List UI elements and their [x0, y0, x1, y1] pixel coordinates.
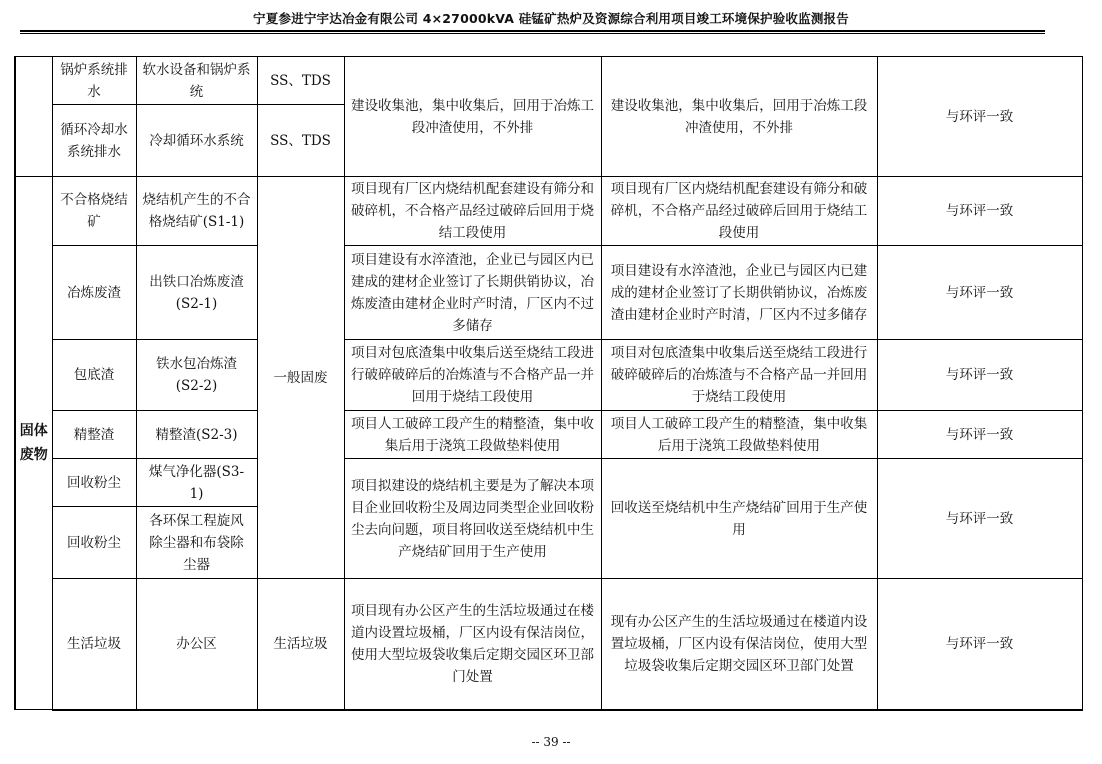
actual-measure: 建设收集池，集中收集后，回用于冶炼工段冲渣使用，不外排: [601, 57, 877, 177]
category-cell-water: [15, 57, 52, 177]
actual-measure: 项目建设有水淬渣池，企业已与园区内已建成的建材企业签订了长期供销协议，冶炼废渣由建材企业时产时清，厂区内不过多储存: [601, 246, 877, 340]
generation-source: 出铁口冶炼废渣(S2-1): [136, 246, 257, 340]
header-rule: [20, 30, 1045, 32]
conclusion: 与环评一致: [877, 459, 1082, 579]
pollution-source-name: 精整渣: [52, 411, 136, 459]
table-row: [15, 459, 1082, 507]
pollution-source-name: 冶炼废渣: [52, 246, 136, 340]
conclusion: 与环评一致: [877, 340, 1082, 411]
header-rule-thin: [20, 33, 1045, 34]
eia-measure: 项目拟建设的烧结机主要是为了解决本项目企业回收粉尘及周边同类型企业回收粉尘去向问题，项目将回收送至烧结机中生产烧结矿回用于生产使用: [344, 459, 601, 579]
waste-category: 一般固废: [257, 177, 344, 579]
generation-source: 煤气净化器(S3-1): [136, 459, 257, 507]
conclusion: 与环评一致: [877, 246, 1082, 340]
environmental-measures-table: [14, 56, 1083, 711]
generation-source: 办公区: [136, 579, 257, 710]
generation-source: 冷却循环水系统: [136, 105, 257, 177]
conclusion: 与环评一致: [877, 177, 1082, 246]
generation-source: 铁水包冶炼渣(S2-2): [136, 340, 257, 411]
eia-measure: 项目建设有水淬渣池，企业已与园区内已建成的建材企业签订了长期供销协议，冶炼废渣由建材企业时产时清，厂区内不过多储存: [344, 246, 601, 340]
table-row: [15, 411, 1082, 459]
table-row: [15, 340, 1082, 411]
generation-source: 精整渣(S2-3): [136, 411, 257, 459]
table-row: [15, 579, 1082, 710]
pollution-source-name: 不合格烧结矿: [52, 177, 136, 246]
pollutant-type: SS、TDS: [257, 105, 344, 177]
eia-measure: 建设收集池，集中收集后，回用于冶炼工段冲渣使用，不外排: [344, 57, 601, 177]
table-row: [15, 246, 1082, 340]
pollution-source-name: 锅炉系统排水: [52, 57, 136, 105]
pollution-source-name: 循环冷却水系统排水: [52, 105, 136, 177]
actual-measure: 项目人工破碎工段产生的精整渣，集中收集后用于浇筑工段做垫料使用: [601, 411, 877, 459]
actual-measure: 项目对包底渣集中收集后送至烧结工段进行破碎破碎后的冶炼渣与不合格产品一并回用于烧结工段使用: [601, 340, 877, 411]
page-number: -- 39 --: [531, 735, 571, 749]
generation-source: 烧结机产生的不合格烧结矿(S1-1): [136, 177, 257, 246]
actual-measure: 项目现有厂区内烧结机配套建设有筛分和破碎机，不合格产品经过破碎后回用于烧结工段使用: [601, 177, 877, 246]
eia-measure: 项目对包底渣集中收集后送至烧结工段进行破碎破碎后的冶炼渣与不合格产品一并回用于烧结工段使用: [344, 340, 601, 411]
pollution-source-name: 包底渣: [52, 340, 136, 411]
actual-measure: 回收送至烧结机中生产烧结矿回用于生产使用: [601, 459, 877, 579]
category-cell-solid-waste: 固体废物: [15, 177, 52, 710]
pollutant-type: SS、TDS: [257, 57, 344, 105]
table-row: [15, 177, 1082, 246]
conclusion: 与环评一致: [877, 57, 1082, 177]
table-row: [15, 57, 1082, 105]
eia-measure: 项目人工破碎工段产生的精整渣，集中收集后用于浇筑工段做垫料使用: [344, 411, 601, 459]
generation-source: 软水设备和锅炉系统: [136, 57, 257, 105]
document-header-title: 宁夏参进宁宇达冶金有限公司 4×27000kVA 硅锰矿热炉及资源综合利用项目竣工环境保护验收监测报告: [253, 11, 849, 26]
pollution-source-name: 回收粉尘: [52, 459, 136, 507]
conclusion: 与环评一致: [877, 411, 1082, 459]
waste-category: 生活垃圾: [257, 579, 344, 710]
eia-measure: 项目现有办公区产生的生活垃圾通过在楼道内设置垃圾桶，厂区内设有保洁岗位，使用大型垃圾袋收集后定期交园区环卫部门处置: [344, 579, 601, 710]
eia-measure: 项目现有厂区内烧结机配套建设有筛分和破碎机，不合格产品经过破碎后回用于烧结工段使用: [344, 177, 601, 246]
actual-measure: 现有办公区产生的生活垃圾通过在楼道内设置垃圾桶，厂区内设有保洁岗位，使用大型垃圾袋收集后定期交园区环卫部门处置: [601, 579, 877, 710]
generation-source: 各环保工程旋风除尘器和布袋除尘器: [136, 507, 257, 579]
pollution-source-name: 生活垃圾: [52, 579, 136, 710]
pollution-source-name: 回收粉尘: [52, 507, 136, 579]
conclusion: 与环评一致: [877, 579, 1082, 710]
